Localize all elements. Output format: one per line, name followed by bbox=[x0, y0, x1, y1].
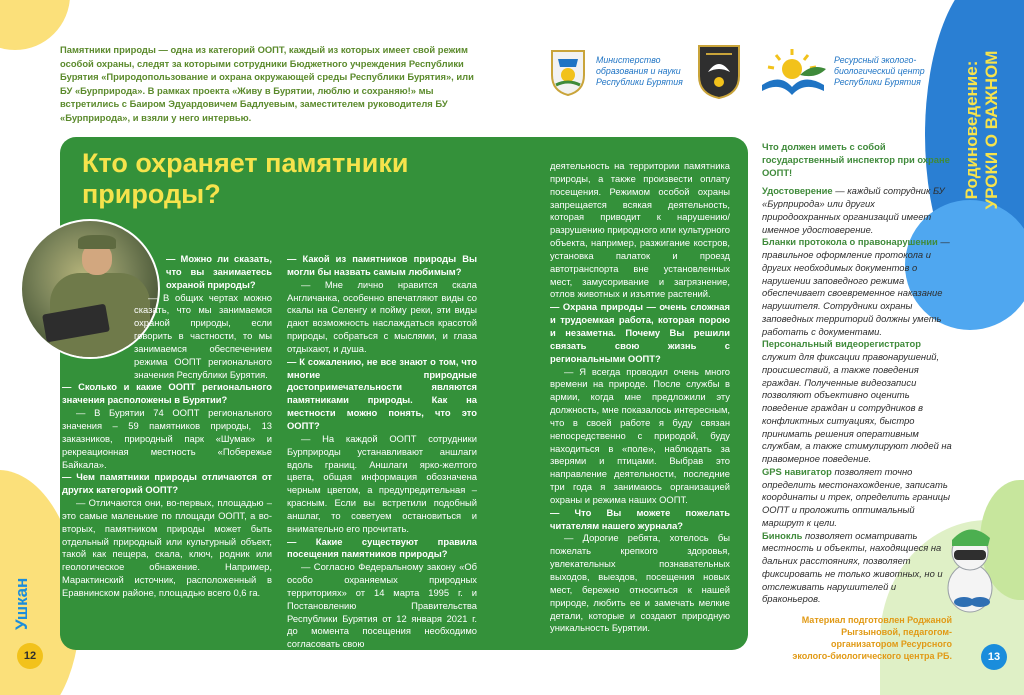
eco-center-logo bbox=[756, 42, 934, 100]
sidebar-item bbox=[762, 338, 952, 466]
sidebar-term: GPS навигатор bbox=[762, 465, 832, 477]
burpriroda-logo bbox=[696, 42, 742, 100]
section-title-line1: Родиноведение: bbox=[962, 60, 981, 200]
shield-icon bbox=[696, 42, 742, 100]
question: — К сожалению, не все знают о том, что многие природные достопримечательности являются памятниками природы. Как на местности можно понять, что это ООПТ? bbox=[287, 355, 477, 431]
question: — Что Вы можете пожелать читателям нашего журнала? bbox=[550, 506, 730, 531]
answer: — Отличаются они, во-первых, площадью – это самые маленькие по площади ООПТ, а во-вторых, памятником природы может быть отдельный природный или культурный объект, такой как пещера, скала, ключ, родник или геологическое обнажение. Например, Марактинский источник, расположенный в Еравнинском районе, площадью всего 0,6 га. bbox=[62, 497, 272, 598]
answer: — Мне лично нравится скала Англичанка, особенно впечатляют виды со скалы на Селенгу и пойму реки, эти виды дают возможность наслаждаться красотой природы, собраться с мыслями, и глаза отдыхают, и душа. bbox=[287, 278, 477, 354]
sidebar-term: Персональный видеорегистратор bbox=[762, 338, 921, 350]
article-headline: Кто охраняет памятники природы? bbox=[82, 148, 409, 209]
magazine-name bbox=[8, 560, 38, 640]
question: — Чем памятники природы отличаются от других категорий ООПТ? bbox=[62, 471, 272, 496]
interview-column-2 bbox=[287, 253, 477, 651]
interview-column-1 bbox=[62, 253, 272, 600]
answer: — Я всегда проводил очень много времени на природе. После службы в армии, когда мне предложили эту должность, мне показалось интересным, что в своей работе я буду связан непосредственно с природой, буду находиться в «поле», наблюдать за зверями и птицами. Выбрав это направление деятельности, последние три года я занимаюсь организацией охраны и режима наших ООПТ. bbox=[550, 365, 730, 505]
sidebar-text: позволяет точно определить местонахождение, записать координаты и трек, определить границы ООПТ и проложить оптимальный маршрут к цели. bbox=[762, 465, 951, 528]
question: — Сколько и какие ООПТ регионального значения расположены в Бурятии? bbox=[62, 381, 272, 406]
question: — Какой из памятников природы Вы могли бы назвать самым любимым? bbox=[287, 253, 477, 277]
sidebar-item bbox=[762, 466, 952, 530]
portrait-cap bbox=[78, 235, 116, 249]
sun-book-icon bbox=[756, 45, 830, 97]
sidebar-text: служит для фиксации правонарушений, происшествий, а также поведения граждан. Полученные видеозаписи позволяют объективно оценить поведение граждан и сотрудников в конфликтных ситуациях, быстро принимать решения оперативным службам, а также стимулируют людей на правомерное поведение. bbox=[762, 351, 952, 464]
sidebar-question: Что должен иметь с собой государственный инспектор при охране ООПТ! bbox=[762, 141, 950, 178]
sidebar-text: — правильное оформление протокола и других необходимых документов о нарушении заповедного режима обеспечивает своевременное наказание нарушителя. Сотрудники охраны заповедных территорий должны уметь работать с документами. bbox=[762, 236, 950, 337]
answer: — Дорогие ребята, хотелось бы пожелать крепкого здоровья, увлекательных познавательных выходов, выездов, посещения новых мест, бережно относиться к нашей природе, любить ее и замечать мелкие детали, которые и создают природную уникальность Бурятии. bbox=[550, 532, 730, 634]
intro-paragraph: Памятники природы — одна из категорий ООПТ, каждый из которых имеет свой режим особой охраны, следят за которыми сотрудники Бюджетного учреждения Республики Бурятия «Природопользование и охрана окружающей среды Республики Бурятия», или БУ «Бурприрода». В рамках проекта «Живу в Бурятии, люблю и сохраняю!» мы встретились с Баиром Эдуардовичем Бадлуевым, заместителем руководителя БУ «Бурприрода», и взяли у него интервью. bbox=[60, 44, 474, 123]
sidebar-item bbox=[762, 236, 952, 338]
sidebar-term: Бинокль bbox=[762, 529, 803, 541]
answer: — На каждой ООПТ сотрудники Бурприроды устанавливают аншлаги вдоль границ. Аншлаги ярко-желтого цвета, общая информация обозначена черным цветом, а предупредительная – красным. Если вы встретили подобный аншлаг, то советуем остановиться и внимательно его прочитать. bbox=[287, 432, 477, 534]
coat-of-arms-icon bbox=[548, 45, 588, 97]
sidebar-item bbox=[762, 185, 952, 236]
sidebar-term: Бланки протокола о правонарушении bbox=[762, 236, 938, 248]
sidebar-term: Удостоверение bbox=[762, 185, 833, 197]
section-title bbox=[940, 30, 1020, 230]
answer: деятельность на территории памятника природы, а также произвести оплату посещения. Режимом особой охраны запрещается всякая деятельность, которая приводит к нарушению/разрушению природного или культурного объекта, например, разжигание костров, установка палаток и проезд автотранспорта вне установленных мест, замусоривание и загрязнение, отлов животных и изъятие растений. bbox=[550, 160, 730, 300]
answer: — В общих чертах можно сказать, что мы занимаемся охраной природы, если говорить в частности, то мы занимаемся обеспечением режима ООПТ регионального значения Республики Бурятия. bbox=[134, 291, 272, 380]
article-credit: Материал подготовлен Роджаной Рыгзыновой, педагогом-организатором Ресурсного эколого-биологического центра РБ. bbox=[792, 615, 952, 661]
ministry-caption: Министерство образования и науки Республики Бурятия bbox=[596, 54, 683, 87]
sidebar-item bbox=[762, 530, 952, 607]
question: — Охрана природы — очень сложная и трудоемкая работа, которая порою и незаметна. Почему Вы решили связать свою жизнь с региональными ООПТ? bbox=[550, 301, 730, 364]
sidebar-text: позволяет осматривать местность и объекты, находящиеся на дальних расстояниях, позволяет фиксировать не только животных, но и отслеживать нарушителей и браконьеров. bbox=[762, 529, 943, 605]
section-title-line2: УРОКИ О ВАЖНОМ bbox=[982, 50, 1001, 210]
question: — Можно ли сказать, что вы занимаетесь охраной природы? bbox=[166, 253, 272, 290]
interview-column-3 bbox=[550, 160, 730, 635]
ministry-logo bbox=[548, 42, 696, 100]
hare-mascot-icon bbox=[930, 510, 1010, 615]
page-number-left: 12 bbox=[17, 643, 43, 669]
page-number-right: 13 bbox=[981, 644, 1007, 670]
inspector-equipment-sidebar bbox=[762, 141, 952, 662]
sidebar-text: — каждый сотрудник БУ «Бурприрода» или других природоохранных организаций имеет именное удостоверение. bbox=[762, 185, 945, 235]
answer: — Согласно Федеральному закону «Об особо охраняемых природных территориях» от 14 марта 1995 г. и Постановлению Правительства Республики Бурятия от 12 января 2021 г. до момента посещения необходимо согласовать свою bbox=[287, 561, 477, 650]
answer: — В Бурятии 74 ООПТ регионального значения – 59 памятников природы, 13 заказников, природный парк «Шумак» и рекреационная местность «Побережье Байкала». bbox=[62, 407, 272, 470]
question: — Какие существуют правила посещения памятников природы? bbox=[287, 535, 477, 560]
magazine-name-text: Ушкан bbox=[12, 577, 31, 630]
eco-center-caption: Ресурсный эколого-биологический центр Республики Бурятия bbox=[834, 54, 925, 87]
